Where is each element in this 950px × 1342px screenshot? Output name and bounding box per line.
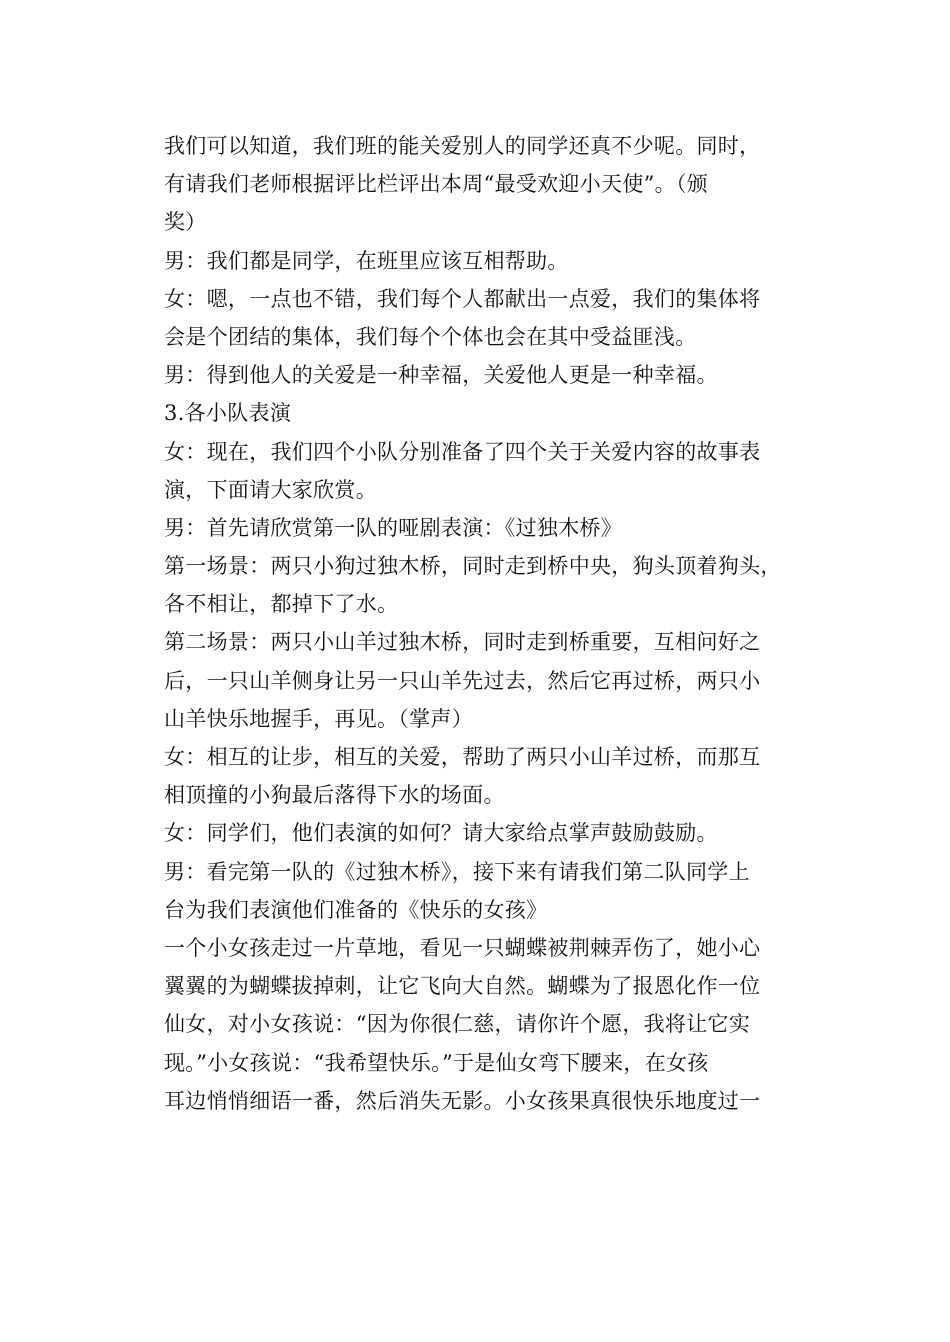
text-line: 男：看完第一队的《过独木桥》，接下来有请我们第二队同学上: [164, 859, 750, 884]
text-line: 女：嗯，一点也不错，我们每个人都献出一点爱，我们的集体将: [164, 286, 761, 311]
text-line: 台为我们表演他们准备的《快乐的女孩》: [164, 897, 548, 922]
text-line: 现。”小女孩说：“我希望快乐。”于是仙女弯下腰来，在女孩: [164, 1050, 709, 1075]
text-line: 第二场景：两只小山羊过独木桥，同时走到桥重要，互相问好之: [164, 630, 761, 655]
text-line: 一个小女孩走过一片草地，看见一只蝴蝶被荆棘弄伤了，她小心: [164, 935, 761, 960]
text-line: 后，一只山羊侧身让另一只山羊先过去，然后它再过桥，两只小: [164, 668, 761, 693]
text-line: 演，下面请大家欣赏。: [164, 477, 377, 502]
text-line: 有请我们老师根据评比栏评出本周“最受欢迎小天使”。（颁: [164, 172, 709, 197]
text-line: 我们可以知道，我们班的能关爱别人的同学还真不少呢。同时，: [164, 134, 761, 158]
text-line: 会是个团结的集体，我们每个个体也会在其中受益匪浅。: [164, 324, 697, 349]
text-line: 耳边悄悄细语一番，然后消失无影。小女孩果真很快乐地度过一: [164, 1088, 761, 1113]
text-line: 翼翼的为蝴蝶拔掉刺，让它飞向大自然。蝴蝶为了报恩化作一位: [164, 974, 761, 999]
text-line: 女：同学们，他们表演的如何？请大家给点掌声鼓励鼓励。: [164, 821, 718, 846]
text-line: 山羊快乐地握手，再见。（掌声）: [164, 706, 473, 731]
document-body: [164, 127, 804, 1120]
text-line: 男：首先请欣赏第一队的哑剧表演：《过独木桥》: [164, 515, 623, 540]
text-line: 仙女，对小女孩说：“因为你很仁慈，请你许个愿，我将让它实: [164, 1012, 751, 1037]
text-line: 女：相互的让步，相互的关爱，帮助了两只小山羊过桥，而那互: [164, 745, 761, 769]
text-line: 男：我们都是同学，在班里应该互相帮助。: [164, 248, 569, 273]
text-line: 女：现在，我们四个小队分别准备了四个关于关爱内容的故事表: [164, 439, 761, 464]
text-line: 相顶撞的小狗最后落得下水的场面。: [164, 783, 505, 808]
text-line: 各不相让，都掉下了水。: [164, 592, 399, 617]
text-line: 第一场景：两只小狗过独木桥，同时走到桥中央，狗头顶着狗头，: [164, 554, 782, 579]
text-line: 奖）: [164, 210, 207, 235]
text-line: 男：得到他人的关爱是一种幸福，关爱他人更是一种幸福。: [164, 363, 718, 388]
section-heading: 3.各小队表演: [164, 401, 292, 426]
